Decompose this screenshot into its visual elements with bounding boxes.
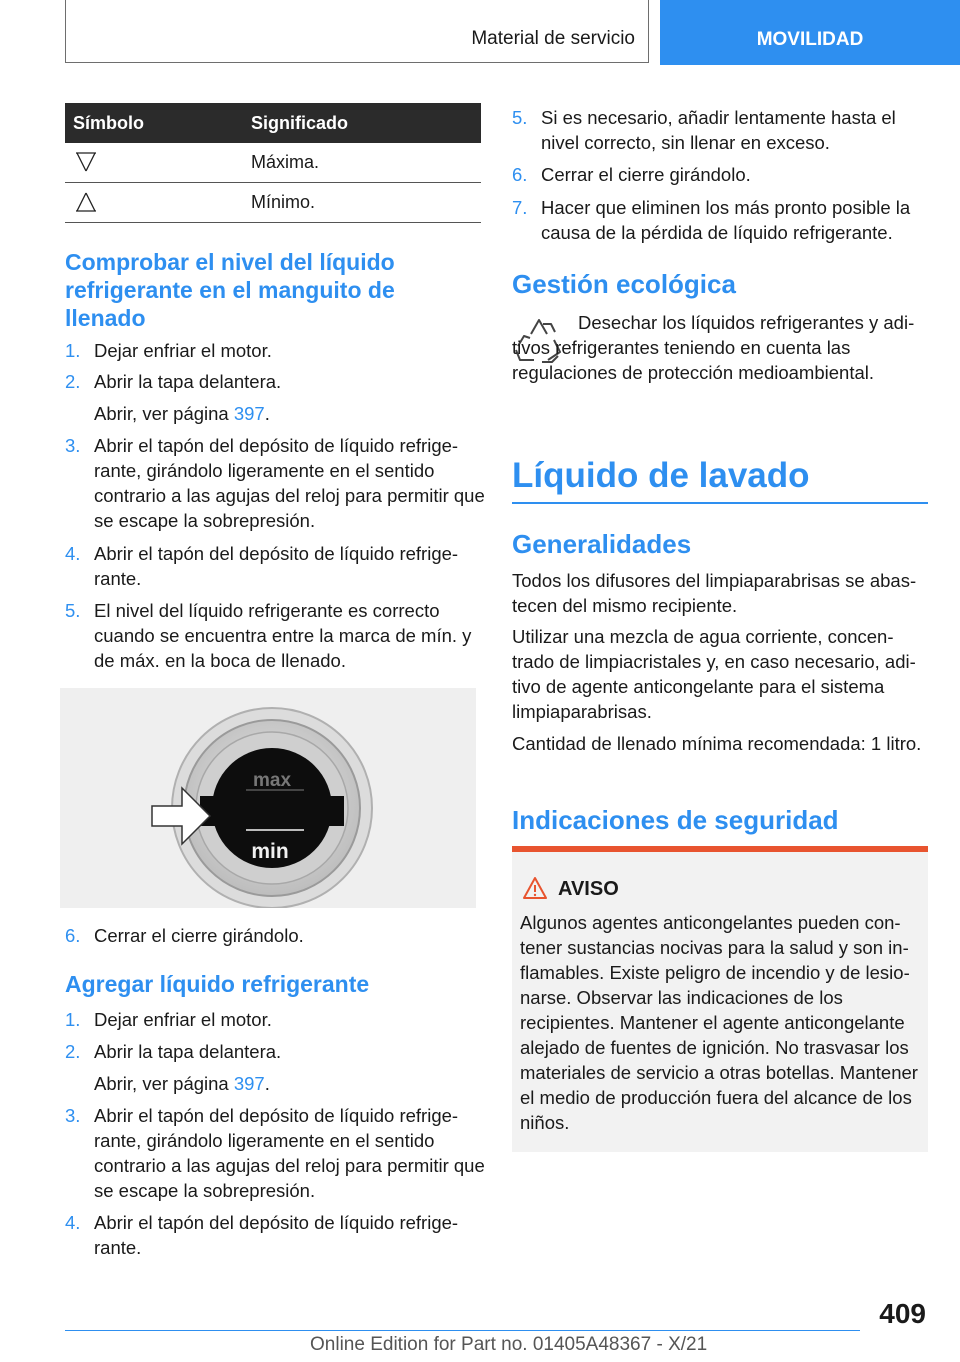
washer-paragraph-2: Utilizar una mezcla de agua corriente, concentrado de limpiacristales y, en caso necesario, aditivo de agente anticongelante para el sistema limpiaparabrisas. (512, 626, 916, 722)
step-text: Abrir el tapón del depósito de líquido refrigerante. (94, 543, 459, 589)
list-item (512, 105, 930, 153)
list-item (65, 1007, 485, 1032)
step-text: Abrir la tapa delantera. (94, 1041, 282, 1062)
washer-fluid-title: Líquido de lavado (512, 456, 810, 495)
step-text: Abrir el tapón del depósito de líquido refrigerante, girándolo ligeramente en el sentido contrario a las agujas del reloj para permitir que se escape la sobrepresión. (94, 1105, 485, 1201)
list-item (512, 162, 930, 187)
header-chapter-tab[interactable] (660, 0, 960, 65)
symbol-table (65, 103, 481, 223)
table-cell-meaning: Máxima. (251, 152, 320, 172)
step-number: 1. (65, 1009, 81, 1030)
step-number: 1. (65, 340, 81, 361)
step-number: 7. (512, 197, 528, 218)
step-number: 6. (512, 164, 528, 185)
table-header (65, 103, 481, 143)
step-text: Cerrar el cierre girándolo. (94, 925, 304, 946)
step-text: Dejar enfriar el motor. (94, 340, 272, 361)
step-number: 6. (65, 925, 81, 946)
table-header-symbol: Símbolo (73, 112, 144, 133)
min-label: min (251, 840, 289, 863)
max-mark-icon (75, 151, 97, 173)
header-chapter-label: MOVILIDAD (756, 28, 864, 50)
page-ref-text: Abrir, ver página (94, 1073, 234, 1094)
list-item (65, 1039, 485, 1064)
list-item (65, 598, 485, 671)
page-ref-link[interactable]: 397 (233, 1073, 265, 1094)
eco-text: Desechar los líquidos refrigerantes y aditivos refrigerantes teniendo en cuenta las regulaciones de protección medioambiental. (512, 312, 915, 383)
step-number: 4. (65, 543, 81, 564)
list-item (65, 369, 485, 394)
list-item (65, 1103, 485, 1201)
list-item (65, 433, 485, 531)
warning-box (512, 846, 928, 1152)
min-mark-icon (75, 191, 97, 213)
table-header-meaning: Significado (251, 112, 349, 133)
list-item (65, 541, 485, 589)
step-number: 5. (65, 600, 81, 621)
step-text: El nivel del líquido refrigerante es correcto cuando se encuentra entre la marca de mín. y de máx. en la boca de llenado. (94, 600, 472, 671)
check-coolant-heading: Comprobar el nivel del líquido refrigerante en el manguito de llenado (65, 249, 395, 331)
page-ref-link[interactable]: 397 (233, 403, 265, 424)
step-text: Cerrar el cierre girándolo. (541, 164, 751, 185)
coolant-filler-neck-illustration (60, 688, 476, 908)
table-row (65, 143, 481, 183)
eco-heading: Gestión ecológica (512, 269, 736, 299)
list-item (65, 923, 485, 948)
table-row (65, 183, 481, 223)
step-text: Si es necesario, añadir lentamente hasta el nivel correcto, sin llenar en exceso. (541, 107, 896, 153)
warning-title: AVISO (558, 878, 619, 900)
header-section-title: Material de servicio (471, 28, 635, 49)
step-number: 3. (65, 1105, 81, 1126)
step-text: Dejar enfriar el motor. (94, 1009, 272, 1030)
list-item (512, 195, 930, 243)
step-text: Abrir el tapón del depósito de líquido refrigerante, girándolo ligeramente en el sentido contrario a las agujas del reloj para permitir que se escape la sobrepresión. (94, 435, 485, 531)
list-item (65, 338, 485, 363)
step-number: 5. (512, 107, 528, 128)
step-text: Abrir la tapa delantera. (94, 371, 282, 392)
step-text: Abrir el tapón del depósito de líquido refrigerante. (94, 1212, 459, 1258)
footer-edition: Online Edition for Part no. 01405A48367 - X/21 (310, 1334, 708, 1355)
max-label: max (252, 770, 292, 791)
step-text: Hacer que eliminen los más pronto posible la causa de la pérdida de líquido refrigerante. (541, 197, 911, 243)
general-heading: Generalidades (512, 529, 692, 559)
add-coolant-heading: Agregar líquido refrigerante (65, 971, 370, 997)
title-divider (512, 502, 928, 504)
step-number: 2. (65, 1041, 81, 1062)
list-item (65, 1210, 485, 1258)
safety-heading: Indicaciones de seguridad (512, 805, 839, 835)
footer-divider (65, 1330, 860, 1331)
page-number: 409 (879, 1298, 926, 1329)
table-cell-meaning: Mínimo. (251, 192, 316, 212)
warning-text: Algunos agentes anticongelantes pueden contener sustancias nocivas para la salud y son inflamables. Existe peligro de incendio y de lesionarse. Observar las indicaciones de los recipientes. Mantener el agente anticongelante alejado de fuentes de ignición. No trasvasar los materiales de servicio a otras botellas. Mantener el medio de producción fuera del alcance de los niños. (520, 912, 918, 1133)
step-number: 4. (65, 1212, 81, 1233)
warning-triangle-icon (522, 876, 548, 900)
step-number: 3. (65, 435, 81, 456)
step-number: 2. (65, 371, 81, 392)
page-ref-text: Abrir, ver página (94, 403, 234, 424)
washer-paragraph-3: Cantidad de llenado mínima recomendada: 1 litro. (512, 733, 922, 754)
washer-paragraph-1: Todos los difusores del limpiaparabrisas se abastecen del mismo recipiente. (512, 570, 917, 616)
